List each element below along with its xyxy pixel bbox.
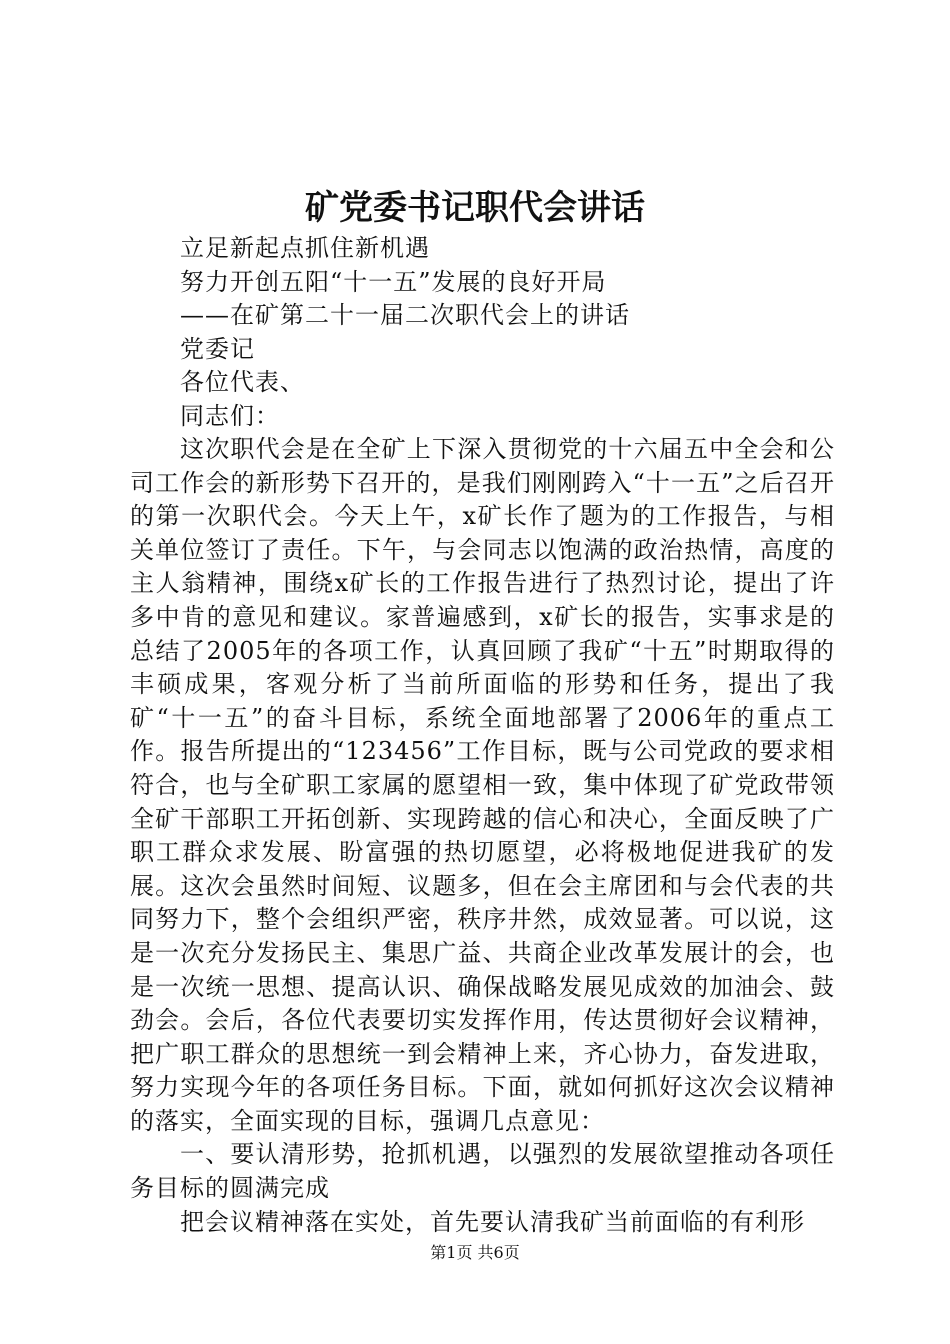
subtitle-line-1: 立足新起点抓住新机遇 bbox=[180, 234, 430, 262]
subtitle-line-2: 努力开创五阳“十一五”发展的良好开局 bbox=[180, 267, 607, 296]
section-heading-1: 一、要认清形势，抢抓机遇，以强烈的发展欲望推动各项任务目标的圆满完成 bbox=[130, 1140, 835, 1203]
paragraph-2: 把会议精神落在实处，首先要认清我矿当前面临的有利形 bbox=[180, 1207, 805, 1236]
page-footer: 第1页 共6页 bbox=[430, 1243, 520, 1262]
salutation-line-2: 同志们： bbox=[180, 401, 280, 430]
document-title: 矿党委书记职代会讲话 bbox=[305, 188, 645, 228]
salutation-line-1: 各位代表、 bbox=[180, 368, 305, 396]
document-body bbox=[130, 232, 835, 1239]
paragraph-1: 这次职代会是在全矿上下深入贯彻党的十六届五中全会和公司工作会的新形势下召开的，是我们刚刚跨入“十一五”之后召开的第一次职代会。今天上午，x矿长作了题为的工作报告，与相关单位签订了责任。下午，与会同志以饱满的政治热情，高度的主人翁精神，围绕x矿长的工作报告进行了热烈讨论，提出了许多中肯的意见和建议。家普遍感到，x矿长的报告，实事求是的总结了2005年的各项工作，认真回顾了我矿“十五”时期取得的丰硕成果，客观分析了当前所面临的形势和任务，提出了我矿“十一五”的奋斗目标，系统全面地部署了2006年的重点工作。报告所提出的“123456”工作目标，既与公司党政的要求相符合，也与全矿职工家属的愿望相一致，集中体现了矿党政带领全矿干部职工开拓创新、实现跨越的信心和决心，全面反映了广职工群众求发展、盼富强的热切愿望，必将极地促进我矿的发展。这次会虽然时间短、议题多，但在会主席团和与会代表的共同努力下，整个会组织严密，秩序井然，成效显著。可以说，这是一次充分发扬民主、集思广益、共商企业改革发展计的会，也是一次统一思想、提高认识、确保战略发展见成效的加油会、鼓劲会。会后，各位代表要切实发挥作用，传达贯彻好会议精神，把广职工群众的思想统一到会精神上来，齐心协力，奋发进取，努力实现今年的各项任务目标。下面，就如何抓好这次会议精神的落实，全面实现的目标，强调几点意见： bbox=[130, 435, 835, 1135]
subtitle-line-3: ——在矿第二十一届二次职代会上的讲话 bbox=[180, 301, 630, 329]
speaker-line: 党委记 bbox=[180, 334, 255, 363]
